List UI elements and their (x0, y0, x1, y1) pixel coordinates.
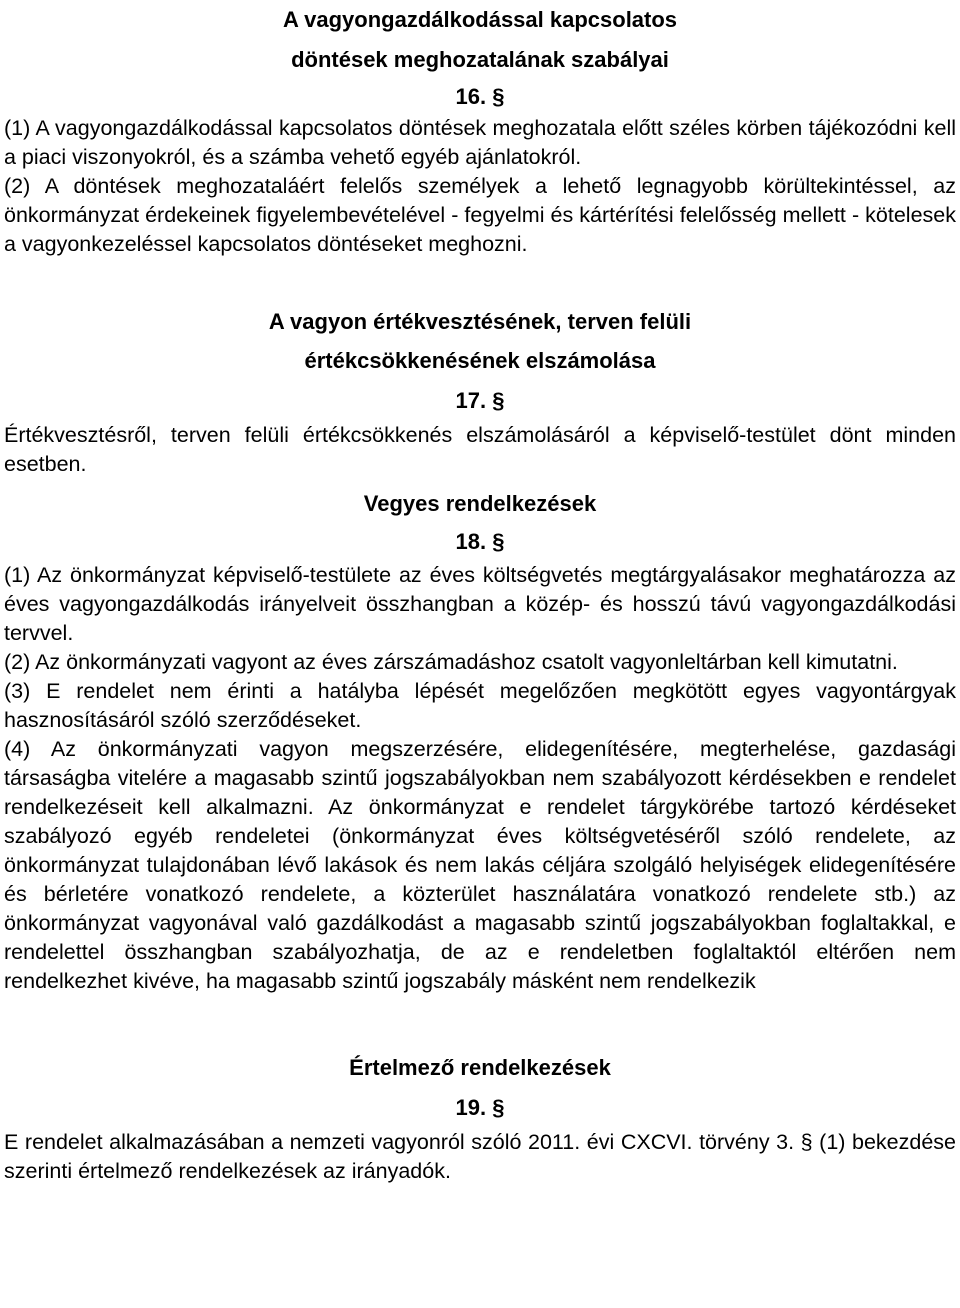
section-16-number: 16. § (455, 84, 505, 109)
section-16-heading-line2: döntések meghozatalának szabályai (291, 47, 669, 72)
section-17-number: 17. § (455, 388, 505, 413)
section-17-heading-line2: értékcsökkenésének elszámolása (304, 348, 656, 373)
section-16 (4, 0, 956, 259)
section-18-paragraph-1: (1) Az önkormányzat képviselő-testülete az éves költségvetés megtárgyalásakor meghatározza az éves vagyongazdálkodás irányelveit összhangban a közép- és hosszú távú vagyongazdálkodási tervvel. (4, 563, 956, 645)
section-19-paragraph-1: E rendelet alkalmazásában a nemzeti vagyonról szóló 2011. évi CXCVI. törvény 3. § (1) bekezdése szerinti értelmező rendelkezések az irányadók. (4, 1130, 956, 1183)
section-17-paragraph-1: Értékvesztésről, terven felüli értékcsökkenés elszámolásáról a képviselő-testület dönt minden esetben. (4, 423, 956, 476)
section-16-heading-line1: A vagyongazdálkodással kapcsolatos (282, 7, 678, 32)
section-18-paragraph-2: (2) Az önkormányzati vagyont az éves zárszámadáshoz csatolt vagyonleltárban kell kimutatni. (4, 650, 898, 674)
spacer (4, 259, 956, 303)
section-18-number: 18. § (455, 529, 505, 554)
section-18 (4, 485, 956, 996)
section-18-paragraph-3: (3) E rendelet nem érinti a hatályba lépését megelőzően megkötött egyes vagyontárgyak hasznosításáról szóló szerződéseket. (4, 679, 956, 732)
section-17 (4, 303, 956, 479)
section-18-paragraph-4: (4) Az önkormányzati vagyon megszerzésére, elidegenítésére, megterhelése, gazdasági társaságba vitelére a magasabb szintű jogszabályokban nem szabályozott kérdésekben e rendelet rendelkezéseit kell alkalmazni. Az önkormányzat e rendelet tárgykörébe tartozó kérdéseket szabályozó egyéb rendeletei (önkormányzat éves költségvetéséről szóló rendelete, az önkormányzat tulajdonában lévő lakások és nem lakás céljára szolgáló helyiségek elidegenítésére és bérletére vonatkozó rendelete, a közterület használatára vonatkozó rendelete stb.) az önkormányzat vagyonával való gazdálkodást a magasabb szintű jogszabályokban foglaltakkal, e rendelettel összhangban szabályozhatja, de az e rendeletben foglaltaktól eltérően nem rendelkezhet kivéve, ha magasabb szintű jogszabály másként nem rendelkezik (4, 737, 956, 993)
section-16-paragraph-1: (1) A vagyongazdálkodással kapcsolatos döntések meghozatala előtt széles körben tájékozódni kell a piaci viszonyokról, és a számba vehető egyéb ajánlatokról. (4, 116, 956, 169)
section-19 (4, 1048, 956, 1186)
section-16-paragraph-2: (2) A döntések meghozataláért felelős személyek a lehető legnagyobb körültekintéssel, az önkormányzat érdekeinek figyelembevételével - fegyelmi és kártérítési felelősség mellett - kötelesek a vagyonkezeléssel kapcsolatos döntéseket meghozni. (4, 174, 956, 256)
spacer (4, 996, 956, 1048)
section-18-heading: Vegyes rendelkezések (363, 491, 597, 516)
section-19-heading: Értelmező rendelkezések (349, 1055, 611, 1080)
section-19-number: 19. § (455, 1095, 505, 1120)
section-17-heading-line1: A vagyon értékvesztésének, terven felüli (268, 309, 692, 334)
